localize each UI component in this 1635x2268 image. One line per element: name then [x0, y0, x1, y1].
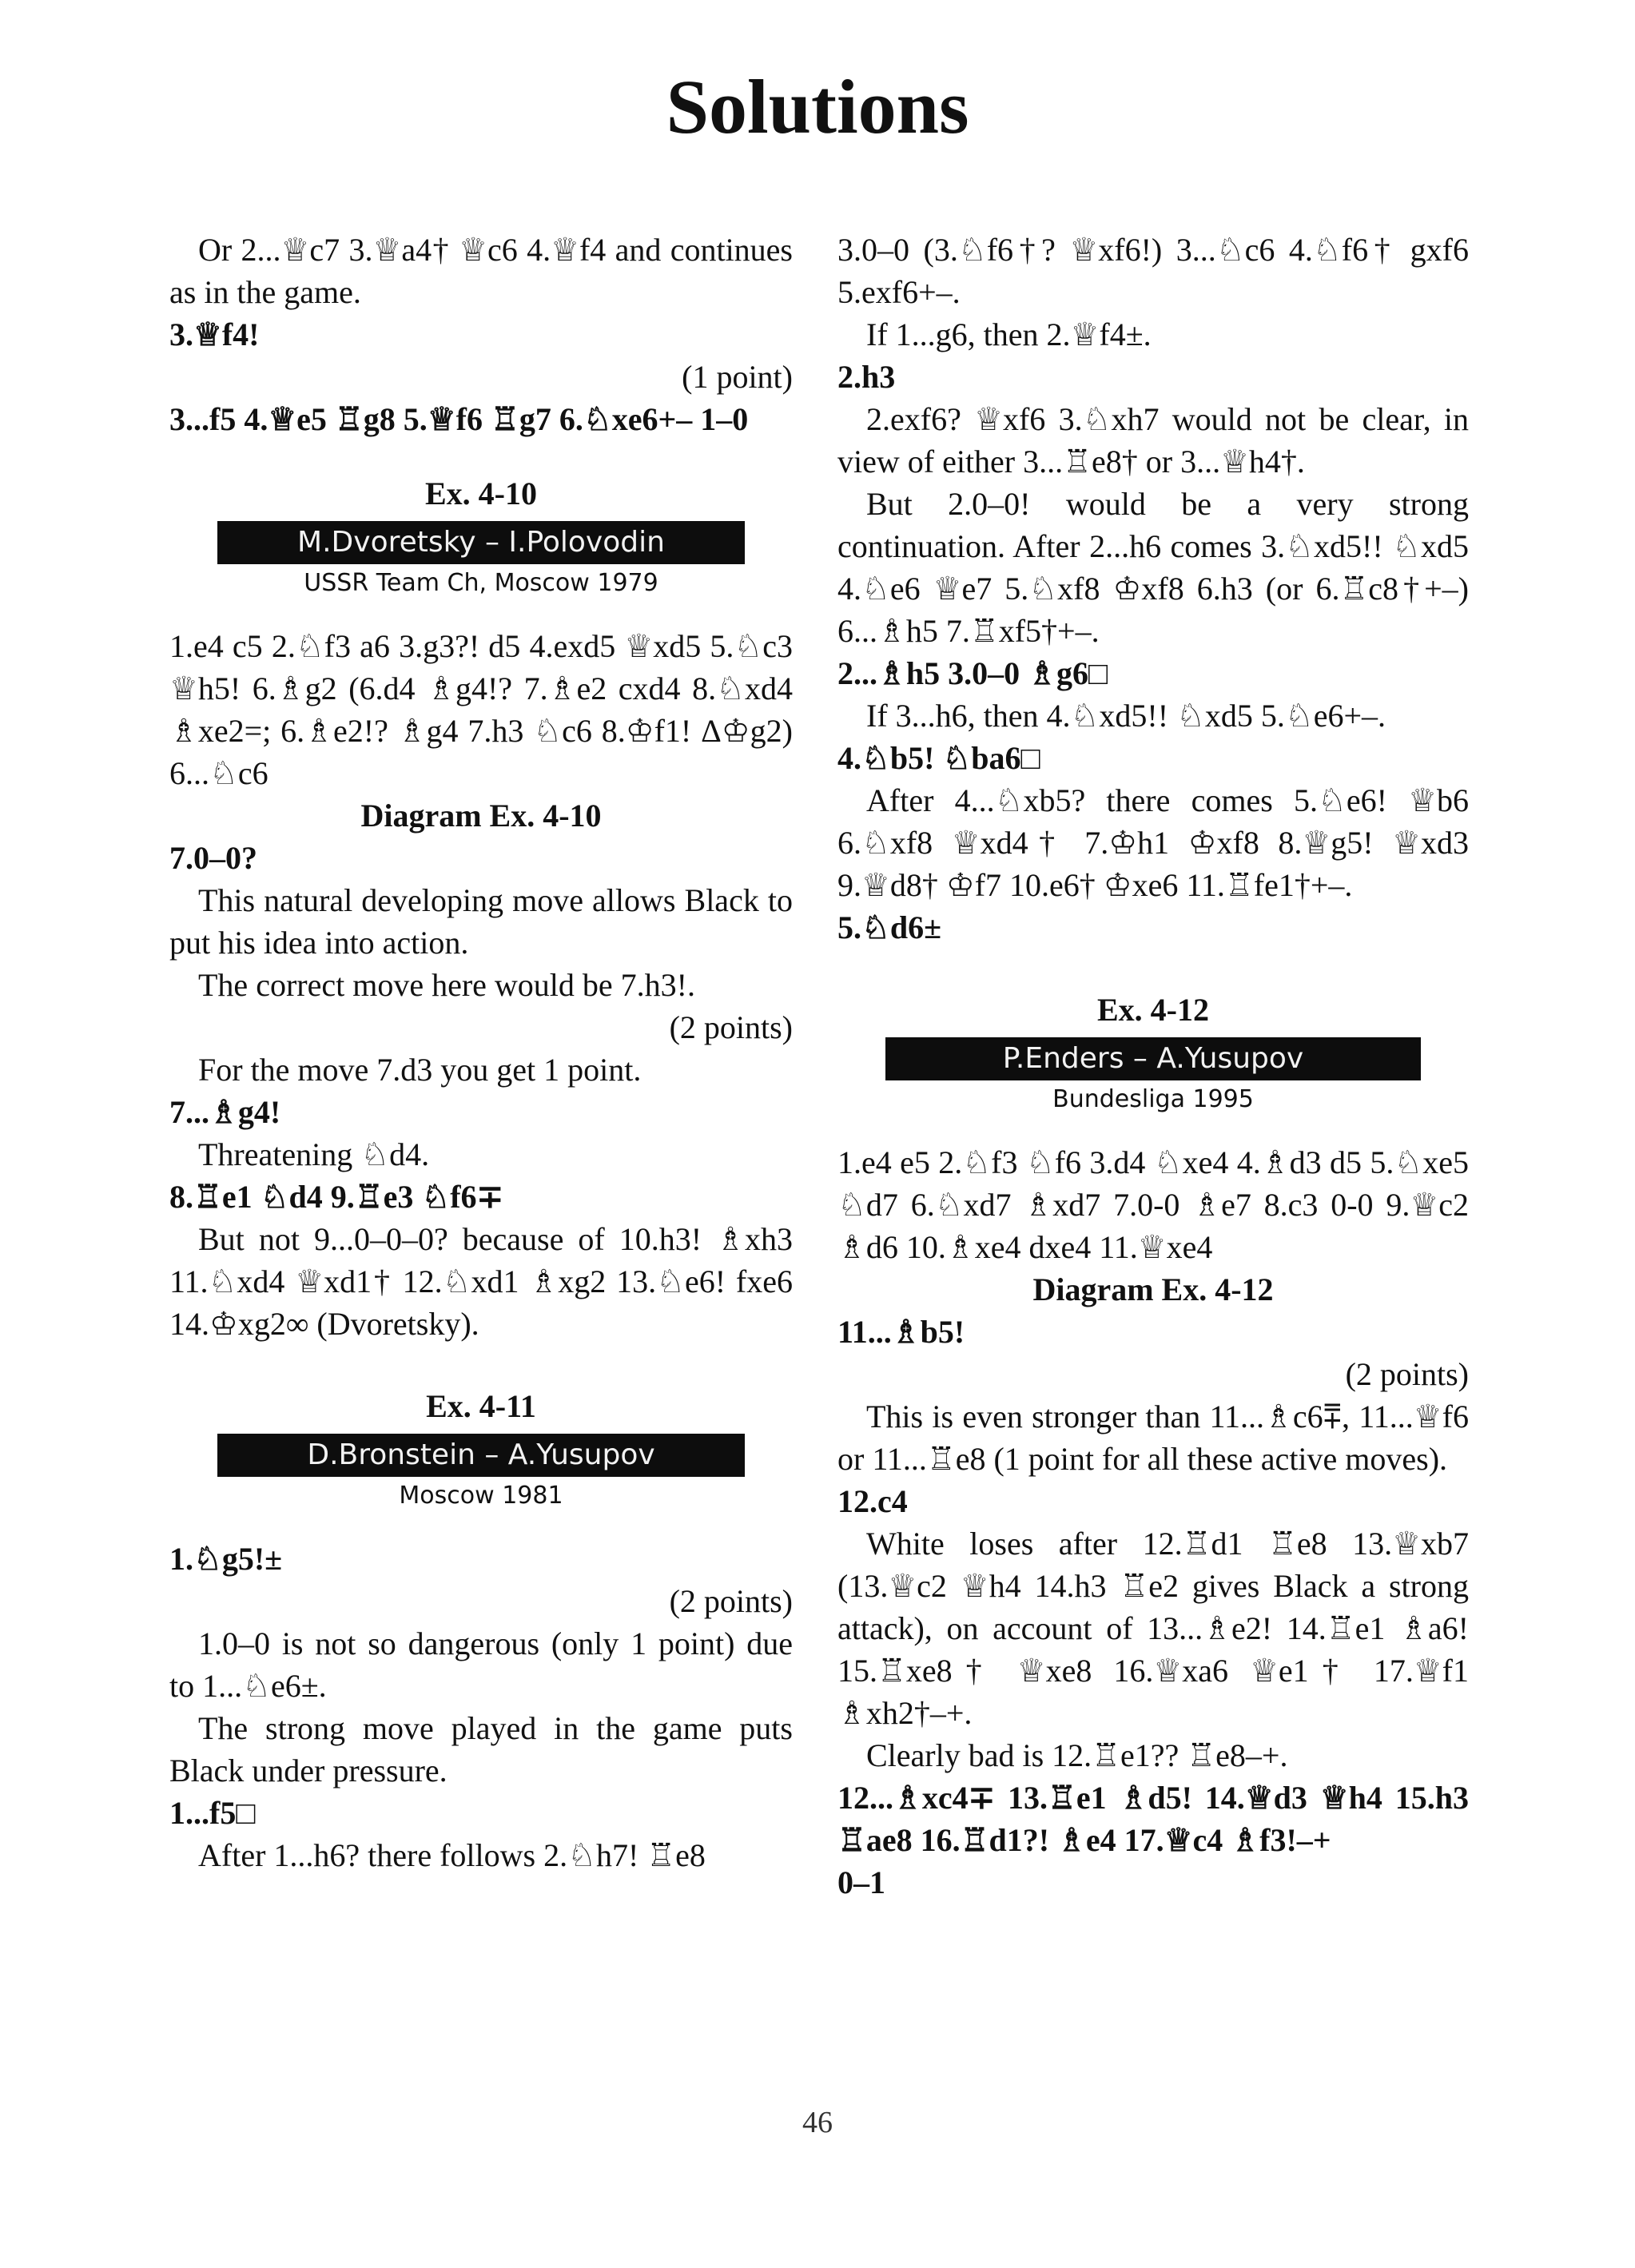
- move-line: 4.♘b5! ♘ba6□: [837, 740, 1040, 776]
- paragraph: But not 9...0–0–0? because of 10.h3! ♗xh3 11.♘xd4 ♕xd1† 12.♘xd1 ♗xg2 13.♘e6! fxe6 14.♔xg2∞ (Dvoretsky).: [169, 1221, 793, 1342]
- diagram-label: Diagram Ex. 4-10: [360, 798, 602, 834]
- move-line: 3.♕f4!: [169, 316, 260, 352]
- move-line: 1...f5□: [169, 1795, 256, 1831]
- move-line: 5.♘d6±: [837, 909, 942, 945]
- right-column: [837, 229, 1469, 1904]
- event-label: Moscow 1981: [399, 1482, 563, 1510]
- points-label: (2 points): [1345, 1356, 1469, 1392]
- move-line: 12.c4: [837, 1483, 908, 1519]
- paragraph: The correct move here would be 7.h3!.: [198, 967, 695, 1003]
- paragraph: This is even stronger than 11...♗c6⩱, 11...♕f6 or 11...♖e8 (1 point for all these active moves).: [837, 1399, 1469, 1477]
- paragraph: Or 2...♕c7 3.♕a4† ♕c6 4.♕f4 and continues as in the game.: [169, 232, 793, 310]
- move-line: 2...♗h5 3.0–0 ♗g6□: [837, 655, 1108, 691]
- paragraph: For the move 7.d3 you get 1 point.: [198, 1052, 642, 1088]
- players-banner: P.Enders – A.Yusupov: [885, 1037, 1421, 1080]
- left-column: [169, 229, 793, 1876]
- move-line: 12...♗xc4∓ 13.♖e1 ♗d5! 14.♕d3 ♕h4 15.h3 ♖ae8 16.♖d1?! ♗e4 17.♕c4 ♗f3!–+: [837, 1780, 1469, 1858]
- paragraph: 1.0–0 is not so dangerous (only 1 point) due to 1...♘e6±.: [169, 1625, 793, 1704]
- paragraph: 2.exf6? ♕xf6 3.♘xh7 would not be clear, in view of either 3...♖e8† or 3...♕h4†.: [837, 401, 1469, 479]
- players-banner: M.Dvoretsky – I.Polovodin: [217, 521, 745, 564]
- players-banner: D.Bronstein – A.Yusupov: [217, 1434, 745, 1477]
- paragraph: White loses after 12.♖d1 ♖e8 13.♕xb7 (13.♕c2 ♕h4 14.h3 ♖e2 gives Black a strong attack), on account of 13...♗e2! 14.♖e1 ♗a6! 15.♖xe8† ♕xe8 16.♕xa6 ♕e1† 17.♕f1 ♗xh2†–+.: [837, 1526, 1469, 1731]
- paragraph: If 1...g6, then 2.♕f4±.: [866, 316, 1152, 352]
- move-line: 2.h3: [837, 359, 896, 395]
- paragraph: The strong move played in the game puts Black under pressure.: [169, 1710, 793, 1789]
- paragraph: This natural developing move allows Black to put his idea into action.: [169, 882, 793, 961]
- page-title: Solutions: [666, 64, 969, 149]
- exercise-heading: Ex. 4-12: [1097, 992, 1209, 1028]
- paragraph: If 3...h6, then 4.♘xd5!! ♘xd5 5.♘e6+–.: [866, 698, 1386, 734]
- page-number: 46: [802, 2106, 833, 2139]
- paragraph: Threatening ♘d4.: [198, 1136, 430, 1172]
- exercise-heading: Ex. 4-11: [426, 1388, 536, 1424]
- moves-text: 1.e4 e5 2.♘f3 ♘f6 3.d4 ♘xe4 4.♗d3 d5 5.♘xe5 ♘d7 6.♘xd7 ♗xd7 7.0-0 ♗e7 8.c3 0-0 9.♕c2 ♗d6 10.♗xe4 dxe4 11.♕xe4: [837, 1144, 1469, 1265]
- move-line: 11...♗b5!: [837, 1314, 965, 1350]
- event-label: USSR Team Ch, Moscow 1979: [304, 569, 658, 597]
- points-label: (1 point): [682, 359, 793, 395]
- paragraph: After 1...h6? there follows 2.♘h7! ♖e8: [198, 1837, 706, 1873]
- paragraph: But 2.0–0! would be a very strong continuation. After 2...h6 comes 3.♘xd5!! ♘xd5 4.♘e6 ♕e7 5.♘xf8 ♔xf8 6.h3 (or 6.♖c8†+–) 6...♗h5 7.♖xf5†+–.: [837, 486, 1469, 649]
- exercise-heading: Ex. 4-10: [425, 475, 537, 511]
- move-line: 7.0–0?: [169, 840, 257, 876]
- paragraph: Clearly bad is 12.♖e1?? ♖e8–+.: [866, 1737, 1288, 1773]
- move-line: 1.♘g5!±: [169, 1541, 283, 1577]
- paragraph: 3.0–0 (3.♘f6†? ♕xf6!) 3...♘c6 4.♘f6† gxf6 5.exf6+–.: [837, 232, 1469, 310]
- moves-text: 1.e4 c5 2.♘f3 a6 3.g3?! d5 4.exd5 ♕xd5 5.♘c3 ♕h5! 6.♗g2 (6.d4 ♗g4!? 7.♗e2 cxd4 8.♘xd4 ♗xe2=; 6.♗e2!? ♗g4 7.h3 ♘c6 8.♔f1! Δ♔g2) 6...♘c6: [169, 628, 793, 791]
- move-line: 3...f5 4.♕e5 ♖g8 5.♕f6 ♖g7 6.♘xe6+– 1–0: [169, 401, 749, 437]
- points-label: (2 points): [669, 1009, 793, 1045]
- points-label: (2 points): [669, 1583, 793, 1619]
- move-line: 8.♖e1 ♘d4 9.♖e3 ♘f6∓: [169, 1179, 504, 1215]
- move-line: 7...♗g4!: [169, 1094, 281, 1130]
- paragraph: After 4...♘xb5? there comes 5.♘e6! ♕b6 6.♘xf8 ♕xd4† 7.♔h1 ♔xf8 8.♕g5! ♕xd3 9.♕d8† ♔f7 10.e6† ♔xe6 11.♖fe1†+–.: [837, 782, 1469, 903]
- game-result: 0–1: [837, 1864, 885, 1900]
- event-label: Bundesliga 1995: [1052, 1085, 1254, 1113]
- diagram-label: Diagram Ex. 4-12: [1032, 1271, 1274, 1307]
